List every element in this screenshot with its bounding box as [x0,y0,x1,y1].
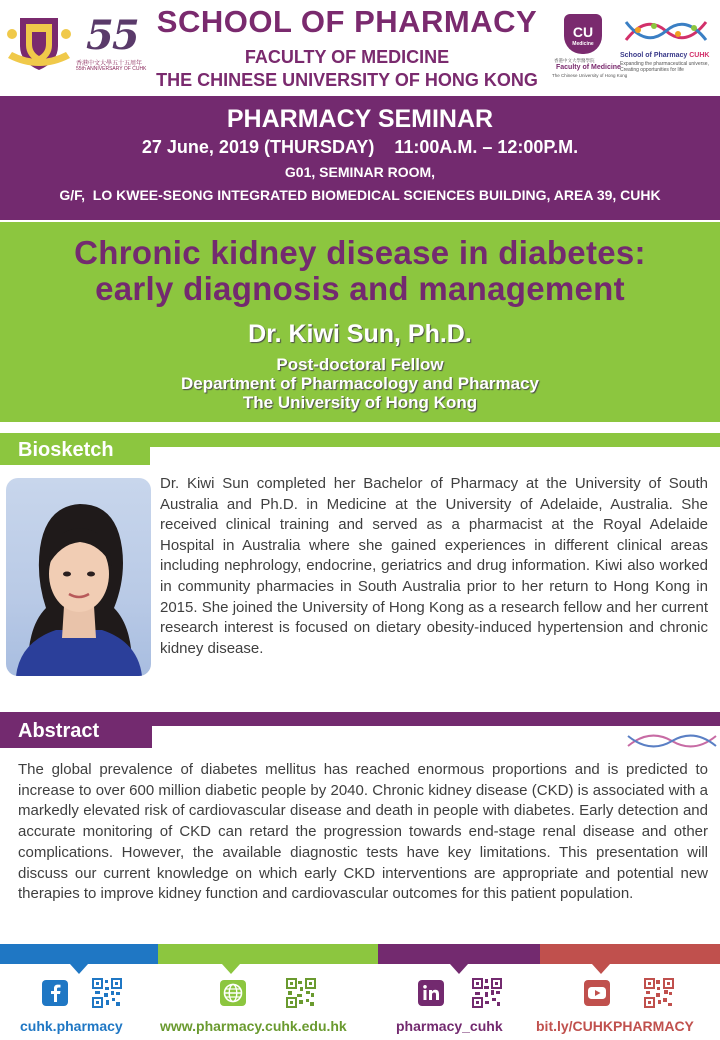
speaker-position: Post-doctoral Fellow [276,355,444,374]
talk-title-line-1: Chronic kidney disease in diabetes: [74,234,646,271]
facebook-icon[interactable] [42,980,68,1006]
facebook-link[interactable]: cuhk.pharmacy [20,1018,123,1034]
talk-title-line-2: early diagnosis and management [95,270,625,307]
cuhk-crest-logo [6,12,72,72]
speaker-department: Department of Pharmacology and Pharmacy [180,374,540,393]
biosketch-heading: Biosketch [0,433,150,465]
youtube-qr-code[interactable] [644,978,674,1008]
speaker-portrait-illustration [6,478,151,676]
cu-medicine-badge-sub: Medicine [572,41,594,47]
topic-band [0,222,720,422]
sop-tagline-1: Expanding the pharmaceutical universe, [620,61,709,67]
university-title: THE CHINESE UNIVERSITY OF HONG KONG [156,70,538,90]
dna-decoration-icon [626,728,720,754]
seminar-venue: G/F, LO KWEE-SEONG INTEGRATED BIOMEDICAL SCIENCES BUILDING, AREA 39, CUHK [59,187,661,203]
anniversary-55-logo [76,12,147,76]
dna-helix-icon [616,12,716,50]
footer-bar-website [158,944,378,964]
website-qr-code[interactable] [286,978,316,1008]
speaker-name: Dr. Kiwi Sun, Ph.D. [248,320,472,348]
speaker-photo [6,478,151,676]
cu-medicine-caption-en: Faculty of Medicine [556,64,621,71]
cu-medicine-caption-zh: 香港中文大學醫學院 [554,58,595,63]
school-title: SCHOOL OF PHARMACY [156,4,538,39]
speaker-university: The University of Hong Kong [242,393,478,412]
school-of-pharmacy-logo [616,12,716,78]
facebook-qr-code[interactable] [92,978,122,1008]
anniversary-caption-en: 55th ANNIVERSARY OF CUHK [76,66,147,72]
biosketch-text: Dr. Kiwi Sun completed her Bachelor of Pharmacy at the University of South Australia and Ph.D. in Medicine at the University of Adelaide, Australia. She received clinical training and served as a pharmacist at the Royal Adelaide Hospital in Australia where she gained experiences in different clinical areas including nephrology, endocrine, geriatrics and drug information. Kiwi also worked in community pharmacies in South Australia prior to her return to Hong Kong in 2015. She joined the University of Hong Kong as a research fellow and her current research interest is focused on dietary obesity-induced hypertension and chronic kidney disease. [160,475,708,657]
footer-bar-youtube [540,944,720,964]
anniversary-caption-zh: 香港中文大學五十五周年 [76,61,143,67]
linkedin-qr-code[interactable] [472,978,502,1008]
globe-icon[interactable] [220,980,246,1006]
youtube-link[interactable]: bit.ly/CUHKPHARMACY [536,1018,694,1034]
cu-medicine-caption-sub: The Chinese University of Hong Kong [552,73,628,78]
abstract-text: The global prevalence of diabetes mellitus has reached enormous proportions and is predicted to increase to over 600 million diabetic people by 2040. Chronic kidney disease (CKD) is associated with a markedly elevated risk of cardiovascular disease and death in people with diabetes. Early detection and accurate monitoring of CKD can retard the progression towards end-stage renal disease and other complications. However, the available diagnostic tests have key limitations. This presentation will discuss our current knowledge on which early CKD interventions are appropriate and potential new therapies to improve kidney function and cardiovascular outcomes for this patient population. [18,761,708,903]
website-link[interactable]: www.pharmacy.cuhk.edu.hk [160,1018,347,1034]
seminar-date-time: 27 June, 2019 (THURSDAY) 11:00A.M. – 12:00P.M. [141,137,579,157]
sop-name: School of Pharmacy CUHK [620,52,710,59]
linkedin-link[interactable]: pharmacy_cuhk [396,1018,503,1034]
footer-bar-facebook [0,944,158,964]
seminar-room: G01, SEMINAR ROOM, [284,164,436,180]
abstract-heading: Abstract [0,712,152,748]
youtube-icon[interactable] [584,980,610,1006]
cu-medicine-shield [564,14,602,54]
header [0,0,720,96]
cu-medicine-logo [552,14,628,78]
cu-medicine-badge: CU [572,24,594,40]
anniversary-number: 55 [86,12,138,59]
footer-bar-linkedin [378,944,540,964]
seminar-title: PHARMACY SEMINAR [226,105,494,133]
linkedin-icon[interactable] [418,980,444,1006]
sop-tagline-2: Creating opportunities for life [620,67,684,73]
faculty-title: FACULTY OF MEDICINE [244,47,450,67]
seminar-info-band [0,96,720,220]
